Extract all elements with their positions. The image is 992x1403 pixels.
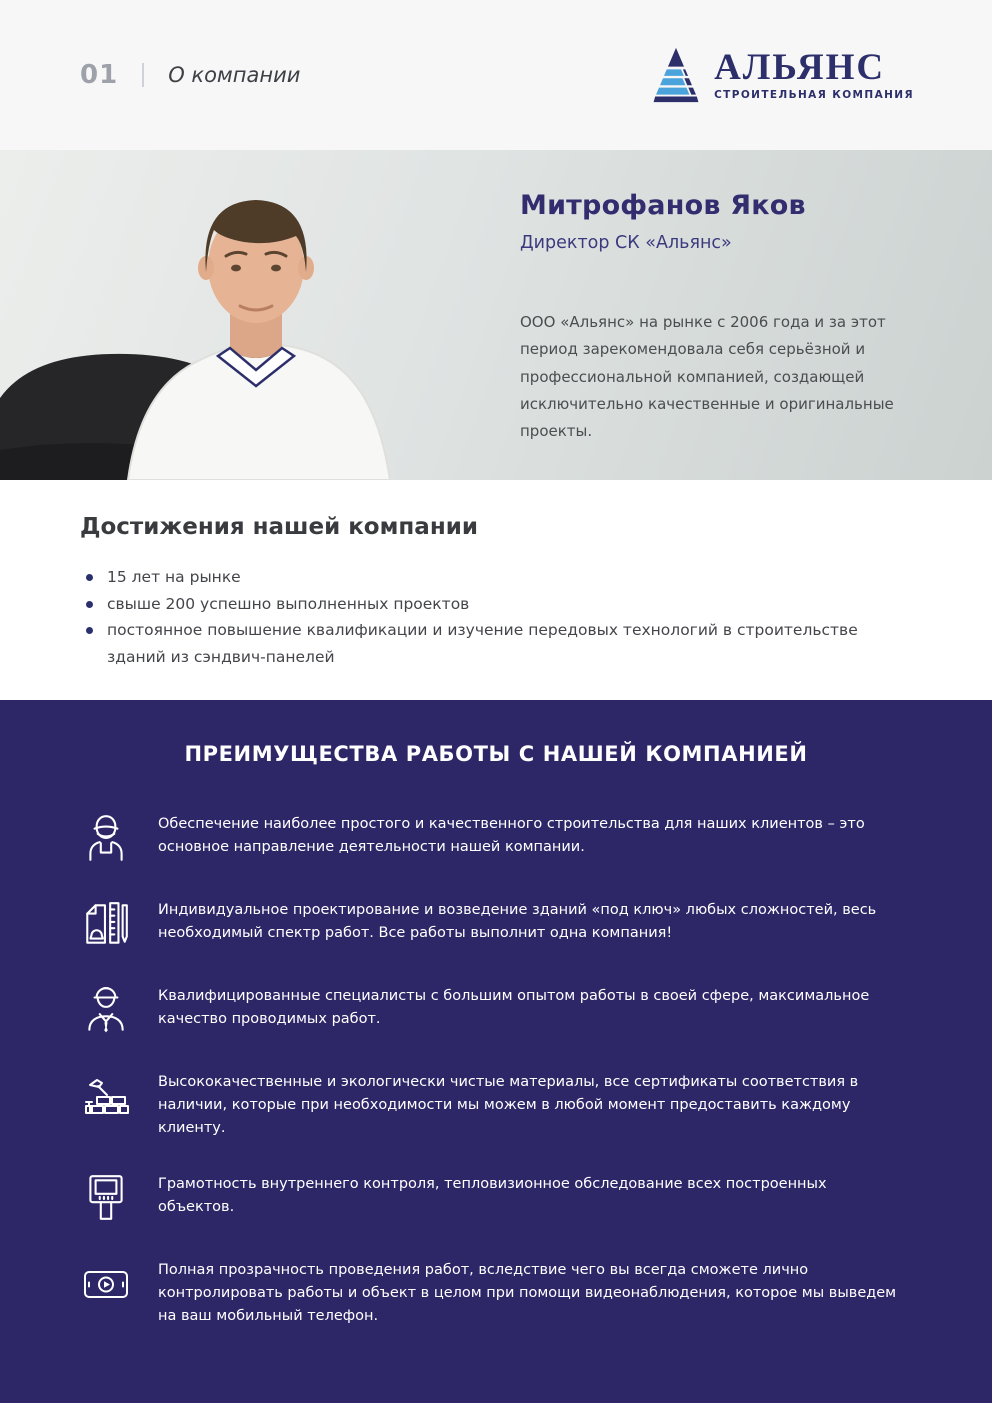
page-title: О компании: [168, 63, 301, 87]
advantage-text: Высококачественные и экологически чистые материалы, все сертификаты соответствия в наличии, которые при необходимости мы можем в любой момент предоставить каждому клиенту.: [158, 1074, 859, 1136]
header-divider: [142, 63, 144, 87]
advantage-text: Квалифицированные специалисты с большим опытом работы в своей сфере, максимальное качество проводимых работ.: [158, 988, 870, 1027]
hero-section: [0, 150, 992, 480]
logo-name: АЛЬЯНС: [714, 47, 886, 88]
section-number: 01: [80, 60, 119, 90]
hero-text-block: [520, 190, 930, 445]
director-name: Митрофанов Яков: [520, 190, 806, 221]
smartphone-video-icon: [80, 1256, 132, 1312]
advantage-row: [80, 1170, 912, 1226]
director-photo: [0, 150, 512, 480]
advantages-title: ПРЕИМУЩЕСТВА РАБОТЫ С НАШЕЙ КОМПАНИЕЙ: [184, 742, 808, 766]
bricks-hammer-icon: [80, 1068, 132, 1124]
company-description: ООО «Альянс» на рынке с 2006 года и за этот период зарекомендовала себя серьёзной и профессиональной компанией, создающей исключительно качественные и оригинальные проекты.: [520, 313, 894, 441]
advantage-text: Индивидуальное проектирование и возведение зданий «под ключ» любых сложностей, весь необходимый спектр работ. Все работы выполнит одна компания!: [158, 902, 877, 941]
list-item: постоянное повышение квалификации и изучение передовых технологий в строительстве зданий из сэндвич-панелей: [80, 617, 912, 670]
thermal-camera-icon: [80, 1170, 132, 1226]
advantage-row: [80, 810, 912, 866]
advantage-row: [80, 1068, 912, 1140]
list-item: 15 лет на рынке: [80, 564, 912, 591]
logo-text: [714, 49, 914, 101]
section-indicator: [80, 60, 300, 90]
advantage-text: Грамотность внутреннего контроля, тепловизионное обследование всех построенных объектов.: [158, 1175, 827, 1215]
page-header: [0, 0, 992, 150]
logo-tagline: СТРОИТЕЛЬНАЯ КОМПАНИЯ: [714, 89, 914, 101]
director-position: Директор СК «Альянс»: [520, 233, 732, 253]
achievements-section: [0, 480, 992, 700]
worker-icon: [80, 810, 132, 866]
list-item: свыше 200 успешно выполненных проектов: [80, 591, 912, 618]
pyramid-logo-icon: [648, 44, 704, 106]
advantage-row: [80, 1256, 912, 1328]
advantage-row: [80, 982, 912, 1038]
advantage-text: Полная прозрачность проведения работ, вследствие чего вы всегда сможете лично контролировать работы и объект в целом при помощи видеонаблюдения, которое мы выведем на ваш мобильный телефон.: [158, 1261, 897, 1324]
engineer-icon: [80, 982, 132, 1038]
achievements-list: [80, 564, 912, 671]
company-logo: [648, 44, 914, 106]
advantage-row: [80, 896, 912, 952]
blueprint-ruler-icon: [80, 896, 132, 952]
advantages-list: [80, 810, 912, 1327]
advantage-text: Обеспечение наиболее простого и качественного строительства для наших клиентов – это основное направление деятельности нашей компании.: [158, 816, 865, 855]
achievements-title: Достижения нашей компании: [80, 514, 478, 540]
advantages-section: [0, 700, 992, 1403]
